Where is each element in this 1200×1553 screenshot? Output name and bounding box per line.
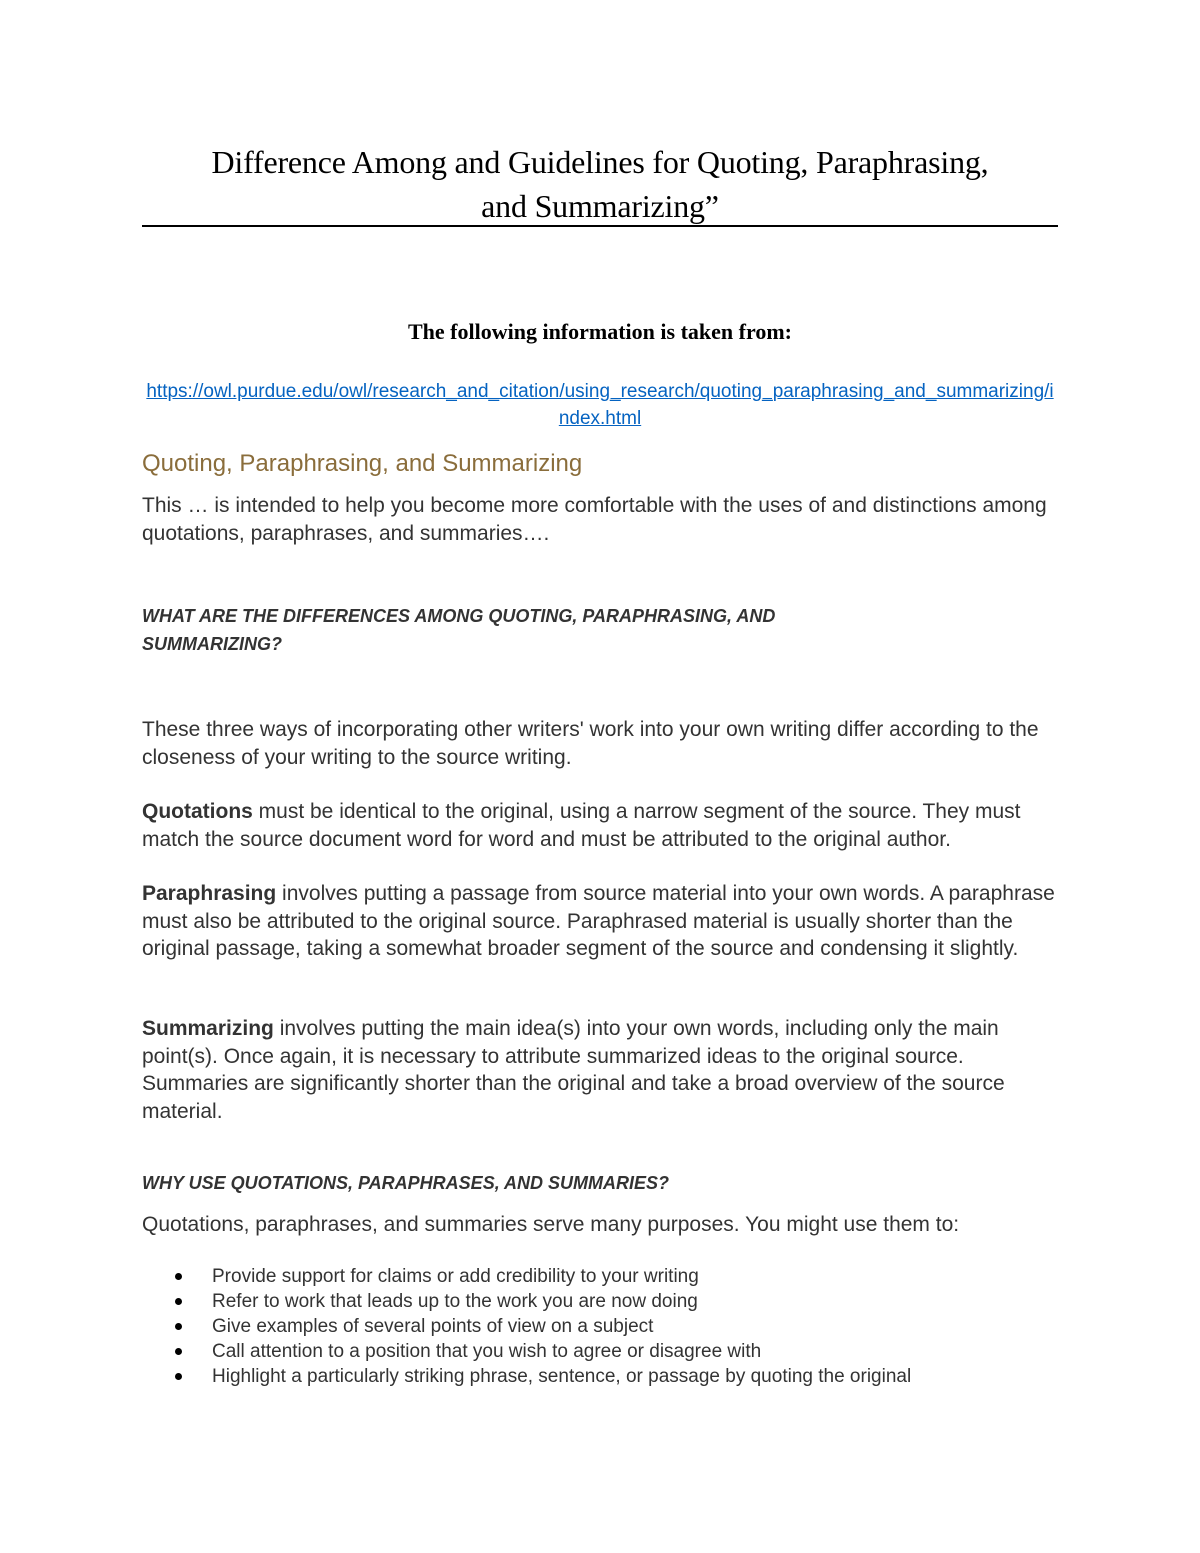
- quotations-paragraph: [142, 798, 1060, 853]
- list-item-text: Highlight a particularly striking phrase, sentence, or passage by quoting the original: [212, 1366, 912, 1387]
- section-intro-paragraph: This … is intended to help you become more comfortable with the uses of and distinctions among quotations, paraphrases, and summaries….: [142, 494, 1047, 545]
- source-heading: The following information is taken from:: [408, 319, 792, 344]
- bullet-icon: [175, 1373, 182, 1380]
- paraphrasing-text: involves putting a passage from source material into your own words. A paraphrase must also be attributed to the original source. Paraphrased material is usually shorter than the original passage, taking a somewhat broader segment of the source and condensing it slightly.: [142, 882, 1055, 960]
- list-item-text: Call attention to a position that you wish to agree or disagree with: [212, 1341, 762, 1362]
- list-item-text: Provide support for claims or add credibility to your writing: [212, 1266, 699, 1287]
- bullet-icon: [175, 1348, 182, 1355]
- list-item-text: Give examples of several points of view on a subject: [212, 1316, 654, 1337]
- list-item: [142, 1314, 1060, 1339]
- differences-intro-paragraph: These three ways of incorporating other writers' work into your own writing differ according to the closeness of your writing to the source writing.: [142, 718, 1039, 769]
- section-heading: Quoting, Paraphrasing, and Summarizing: [142, 450, 583, 477]
- list-item: [142, 1264, 1060, 1289]
- differences-heading-line-2: SUMMARIZING?: [142, 634, 282, 654]
- title-underline-rule: [142, 225, 1058, 227]
- paraphrasing-paragraph: [142, 880, 1060, 963]
- quotations-text: must be identical to the original, using a narrow segment of the source. They must match the source document word for word and must be attributed to the original author.: [142, 800, 1021, 851]
- title-line-2: and Summarizing”: [481, 188, 719, 224]
- why-heading: WHY USE QUOTATIONS, PARAPHRASES, AND SUMMARIES?: [142, 1173, 670, 1193]
- differences-heading: [142, 602, 1060, 658]
- bullet-icon: [175, 1323, 182, 1330]
- purpose-bullet-list: [142, 1264, 1060, 1389]
- list-item: [142, 1289, 1060, 1314]
- list-item-text: Refer to work that leads up to the work you are now doing: [212, 1291, 698, 1312]
- list-item: [142, 1364, 1060, 1389]
- document-title: [142, 140, 1058, 228]
- summarizing-paragraph: [142, 1015, 1060, 1125]
- bullet-icon: [175, 1298, 182, 1305]
- quotations-term: Quotations: [142, 800, 253, 823]
- title-line-1: Difference Among and Guidelines for Quoting, Paraphrasing,: [211, 144, 989, 180]
- why-intro-paragraph: Quotations, paraphrases, and summaries serve many purposes. You might use them to:: [142, 1213, 960, 1236]
- bullet-icon: [175, 1273, 182, 1280]
- summarizing-text: involves putting the main idea(s) into your own words, including only the main point(s). Once again, it is necessary to attribute summarized ideas to the original source. Summaries are significantly shorter than the original and take a broad overview of the source material.: [142, 1017, 1005, 1123]
- differences-heading-line-1: WHAT ARE THE DIFFERENCES AMONG QUOTING, PARAPHRASING, AND: [142, 606, 776, 626]
- list-item: [142, 1339, 1060, 1364]
- source-url-link[interactable]: https://owl.purdue.edu/owl/research_and_citation/using_research/quoting_paraphrasing_and_summarizing/index.html: [146, 381, 1054, 429]
- summarizing-term: Summarizing: [142, 1017, 274, 1040]
- paraphrasing-term: Paraphrasing: [142, 882, 277, 905]
